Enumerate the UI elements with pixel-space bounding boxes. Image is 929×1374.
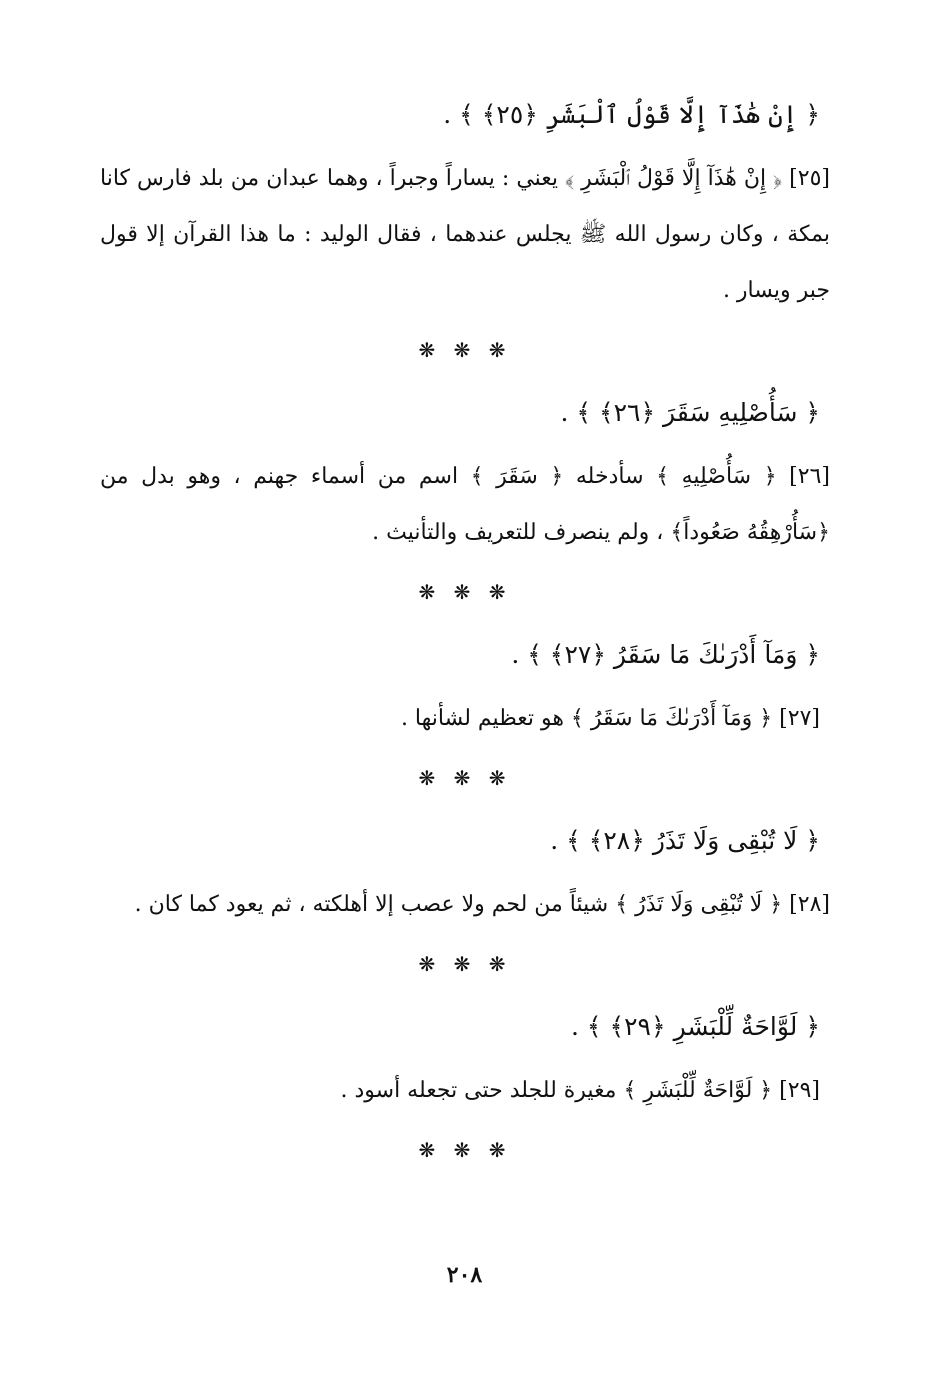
section-separator: ❋ ❋ ❋: [418, 338, 512, 362]
commentary-29: [٢٩] ﴿ لَوَّاحَةٌ لِّلْبَشَرِ ﴾ مغيرة للجلد حتى تجعله أسود .: [340, 1078, 820, 1103]
page-content: [100, 95, 830, 1193]
verse-27: ﴿ وَمَآ أَدْرَىٰكَ مَا سَقَرُ ﴿٢٧﴾ ﴾ .: [511, 640, 820, 669]
section-separator: ❋ ❋ ❋: [418, 952, 512, 976]
page-number: ٢٠٨: [446, 1262, 483, 1288]
section-separator: ❋ ❋ ❋: [418, 580, 512, 604]
section-separator: ❋ ❋ ❋: [418, 766, 512, 790]
commentary-26: [٢٦] ﴿ سَأُصْلِيهِ ﴾ سأدخله ﴿ سَقَرَ ﴾ اسم من أسماء جهنم ، وهو بدل من ﴿سَأُرْهِقُهُ صَعُوداً﴾ ، ولم ينصرف للتعريف والتأنيث .: [100, 464, 830, 545]
commentary-28: [٢٨] ﴿ لَا تُبْقِى وَلَا تَذَرُ ﴾ شيئاً من لحم ولا عصب إلا أهلكته ، ثم يعود كما كان .: [134, 892, 830, 917]
section-separator: ❋ ❋ ❋: [418, 1138, 512, 1162]
verse-26: ﴿ سَأُصْلِيهِ سَقَرَ ﴿٢٦﴾ ﴾ .: [560, 398, 820, 427]
commentary-27: [٢٧] ﴿ وَمَآ أَدْرَىٰكَ مَا سَقَرُ ﴾ هو تعظيم لشأنها .: [400, 706, 820, 731]
commentary-25: [٢٥] ﴿ إِنْ هَٰذَآ إِلَّا قَوْلُ ٱلْبَشَرِ ﴾ يعني : يساراً وجبراً ، وهما عبدان من بلد فارس كانا بمكة ، وكان رسول الله ﷺ يجلس عندهما ، فقال الوليد : ما هذا القرآن إلا قول جبر ويسار .: [100, 166, 830, 303]
verse-28: ﴿ لَا تُبْقِى وَلَا تَذَرُ ﴿٢٨﴾ ﴾ .: [550, 826, 820, 855]
verse-25: ﴿ إِنْ هَٰذَآ إِلَّا قَوْلُ ٱلْبَشَرِ ﴿٢٥﴾ ﴾ .: [443, 100, 820, 129]
verse-29: ﴿ لَوَّاحَةٌ لِّلْبَشَرِ ﴿٢٩﴾ ﴾ .: [570, 1012, 820, 1041]
